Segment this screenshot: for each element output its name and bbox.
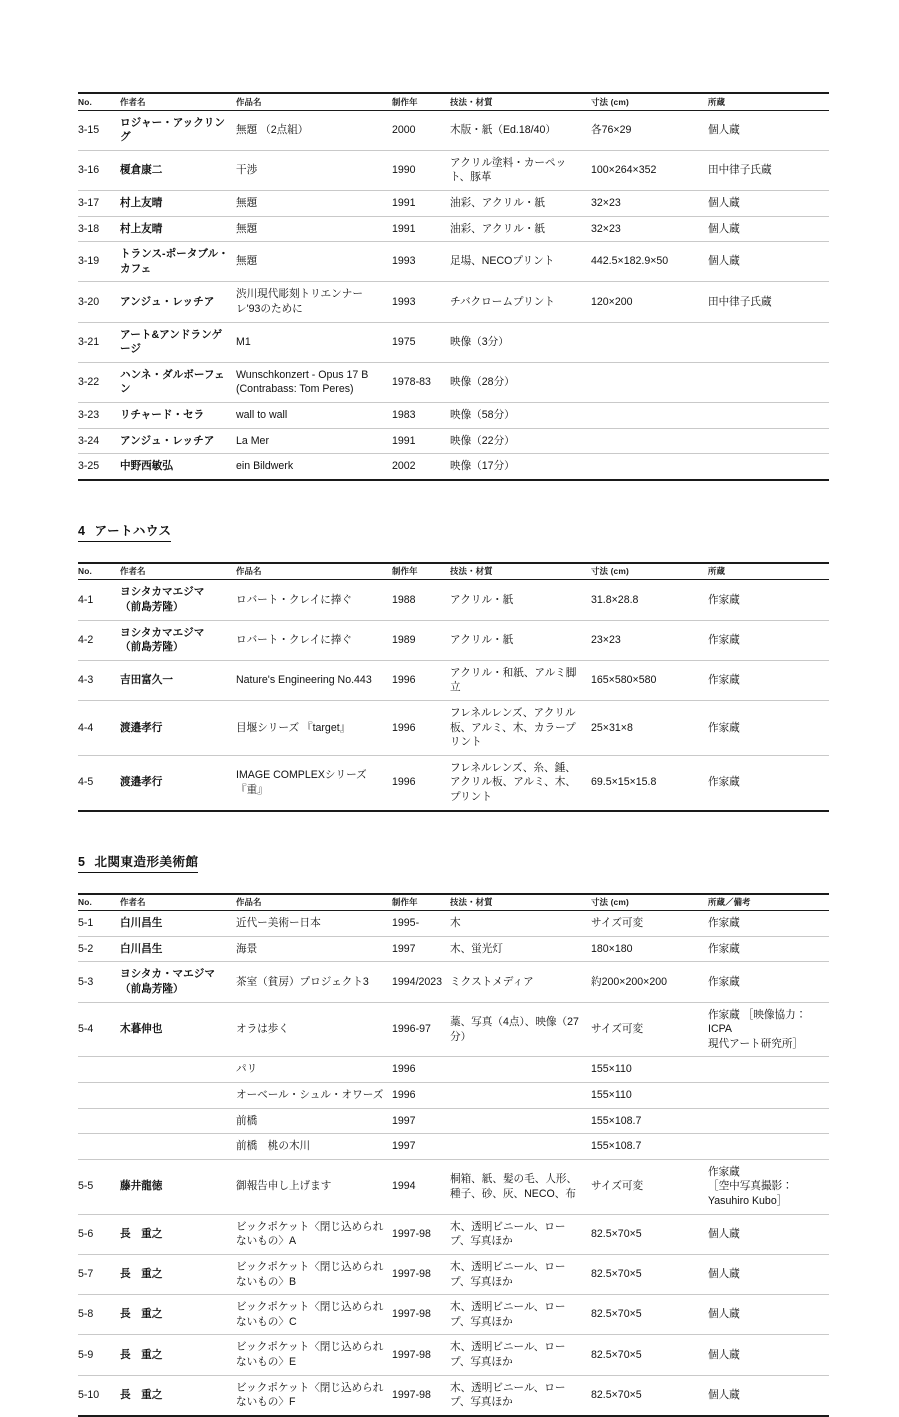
cell-title: 渋川現代彫刻トリエンナーレ'93のために [236,282,392,322]
cell-artist: ハンネ・ダルボーフェン [120,362,236,402]
cell-year: 1990 [392,150,450,190]
heading-spacer [78,873,829,893]
cell-title: M1 [236,322,392,362]
cell-year: 1997 [392,1134,450,1160]
table-row [78,755,829,810]
cell-media: 映像（22分） [450,428,591,454]
cell-year: 1996 [392,1083,450,1109]
cell-media: 木、透明ビニール、ロープ、写真ほか [450,1254,591,1294]
cell-owner [708,1057,829,1083]
section-title: アートハウス [94,523,172,538]
column-header-owner: 所蔵／備考 [708,894,829,911]
cell-artist: 渡邉孝行 [120,701,236,756]
cell-media [450,1108,591,1134]
cell-artist: 吉田富久一 [120,660,236,700]
section-number: 4 [78,523,86,538]
cell-size: 32×23 [591,216,708,242]
cell-artist: 藤井龍徳 [120,1159,236,1214]
table-row [78,620,829,660]
works-table [78,893,829,1417]
cell-no: 4-3 [78,660,120,700]
cell-title: ビックポケット〈閉じ込められないもの〉A [236,1214,392,1254]
cell-year: 1991 [392,190,450,216]
cell-no: 5-9 [78,1335,120,1375]
cell-year: 1996 [392,776,416,789]
cell-artist: 木暮伸也 [120,1002,236,1057]
cell-no: 4-1 [78,580,120,620]
cell-no: 3-20 [78,282,120,322]
section-number: 5 [78,854,86,869]
cell-year: 1988 [392,580,450,620]
cell-artist [120,1083,236,1109]
cell-media [450,1057,591,1083]
cell-no: 3-21 [78,322,120,362]
section-4 [78,521,829,812]
cell-year: 1997-98 [392,1254,450,1294]
cell-owner [708,1083,829,1109]
cell-size: 100×264×352 [591,150,708,190]
cell-title: IMAGE COMPLEXシリーズ 『重』 [236,769,367,796]
cell-size: 442.5×182.9×50 [591,242,708,282]
cell-title: Wunschkonzert - Opus 17 B (Contrabass: Tom Peres) [236,362,392,402]
cell-artist: 長 重之 [120,1335,236,1375]
table-row [78,660,829,700]
cell-size: 32×23 [591,190,708,216]
table-row [78,911,829,937]
cell-owner: 作家蔵 [708,660,829,700]
cell-owner: 個人蔵 [708,1295,829,1335]
column-header-year: 制作年 [392,894,450,911]
cell-artist: 白川昌生 [120,936,236,962]
cell-title: Nature's Engineering No.443 [236,660,392,700]
cell-artist [120,1108,236,1134]
column-header-title: 作品名 [236,563,392,580]
cell-media: 映像（28分） [450,362,591,402]
section-5 [78,852,829,1417]
cell-size: 155×110 [591,1057,708,1083]
cell-title: 目堰シリーズ 『target』 [236,701,392,756]
table-row [78,701,829,756]
cell-no: 3-22 [78,362,120,402]
cell-no: 3-19 [78,242,120,282]
cell-size: 155×110 [591,1083,708,1109]
cell-year: 1997-98 [392,1388,431,1401]
column-header-title: 作品名 [236,894,392,911]
cell-media: 油彩、アクリル・紙 [450,190,591,216]
cell-no: 4-2 [78,620,120,660]
cell-no: 3-17 [78,190,120,216]
cell-artist: 長 重之 [120,1254,236,1294]
cell-owner [708,322,829,362]
cell-year: 1993 [392,282,450,322]
cell-size [591,322,708,362]
table-row [78,110,829,150]
cell-size: 82.5×70×5 [591,1295,708,1335]
cell-artist: ヨシタカマエジマ （前島芳隆） [120,620,236,660]
cell-size: 82.5×70×5 [591,1335,708,1375]
cell-media: 映像（17分） [450,460,515,473]
cell-no: 3-16 [78,150,120,190]
cell-title: ein Bildwerk [236,460,294,473]
column-header-media: 技法・材質 [450,894,591,911]
cell-no: 5-4 [78,1002,120,1057]
cell-artist: 長 重之 [120,1295,236,1335]
cell-size: 23×23 [591,620,708,660]
cell-year: 1996-97 [392,1002,450,1057]
cell-year: 1996 [392,660,450,700]
cell-size: 180×180 [591,936,708,962]
table-row [78,1375,829,1416]
cell-size: 82.5×70×5 [591,1254,708,1294]
section-heading [78,852,198,873]
cell-title: 海景 [236,936,392,962]
cell-title: ビックポケット〈閉じ込められないもの〉F [236,1381,384,1409]
column-header-owner: 所蔵 [708,563,829,580]
cell-year: 1991 [392,428,450,454]
cell-title: オーベール・シュル・オワーズ [236,1083,392,1109]
cell-size: 約200×200×200 [591,962,708,1002]
cell-size: 25×31×8 [591,701,708,756]
cell-media: 木、透明ビニール、ロープ、写真ほか [450,1335,591,1375]
cell-media: ミクストメディア [450,962,591,1002]
column-header-no: No. [78,563,120,580]
cell-artist: アンジュ・レッチア [120,282,236,322]
cell-title: La Mer [236,428,392,454]
column-header-size: 寸法 (cm) [591,93,708,110]
cell-owner: 作家蔵 [708,962,829,1002]
cell-year: 1983 [392,403,450,429]
cell-size: 120×200 [591,282,708,322]
cell-title: 無題 [236,216,392,242]
cell-year: 1996 [392,701,450,756]
cell-no: 3-25 [78,460,100,473]
table-row [78,962,829,1002]
cell-owner: 田中律子氏蔵 [708,282,829,322]
cell-no: 3-18 [78,216,120,242]
sections-container [78,92,829,1417]
table-row [78,1108,829,1134]
cell-artist: 村上友晴 [120,190,236,216]
cell-size [591,403,708,429]
column-header-artist: 作者名 [120,563,236,580]
cell-owner: 個人蔵 [708,1335,829,1375]
cell-owner: 個人蔵 [708,190,829,216]
cell-owner: 個人蔵 [708,1214,829,1254]
cell-title: パリ [236,1057,392,1083]
cell-year: 2000 [392,110,450,150]
cell-title: 無題 [236,190,392,216]
cell-media: 藁、写真（4点）、映像（27分） [450,1002,591,1057]
cell-artist: 榎倉康二 [120,150,236,190]
table-row [78,282,829,322]
cell-no: 4-5 [78,776,94,789]
cell-year: 1994 [392,1159,450,1214]
cell-title: 干渉 [236,150,392,190]
cell-media: 桐箱、紙、髪の毛、人形、種子、砂、灰、NECO、布 [450,1159,591,1214]
cell-size [591,454,708,480]
cell-size: 165×580×580 [591,660,708,700]
column-header-media: 技法・材質 [450,93,591,110]
cell-owner: 作家蔵 [708,776,740,789]
cell-owner: 作家蔵 [708,580,829,620]
works-table [78,92,829,481]
table-header-row [78,894,829,911]
table-row [78,403,829,429]
column-header-artist: 作者名 [120,93,236,110]
cell-owner: 作家蔵 [708,911,829,937]
column-header-artist: 作者名 [120,894,236,911]
cell-no [78,1057,120,1083]
cell-media: アクリル・紙 [450,620,591,660]
cell-size: 82.5×70×5 [591,1214,708,1254]
cell-no: 5-7 [78,1254,120,1294]
table-header-row [78,93,829,110]
cell-no [78,1083,120,1109]
cell-media [450,1134,591,1160]
cell-year: 1997-98 [392,1335,450,1375]
cell-media: 映像（58分） [450,403,591,429]
table-row [78,216,829,242]
cell-size: 69.5×15×15.8 [591,776,657,789]
cell-artist: 中野西敏弘 [120,460,173,473]
cell-size [591,428,708,454]
column-header-title: 作品名 [236,93,392,110]
cell-size: 各76×29 [591,110,708,150]
cell-media: フレネルレンズ、アクリル板、アルミ、木、カラープリント [450,701,591,756]
cell-year: 1997-98 [392,1214,450,1254]
cell-year: 1975 [392,322,450,362]
cell-year: 1994/2023 [392,962,450,1002]
section-heading [78,521,171,542]
cell-year: 1989 [392,620,450,660]
column-header-size: 寸法 (cm) [591,894,708,911]
table-row [78,1002,829,1057]
cell-size: 82.5×70×5 [591,1388,642,1401]
cell-owner [708,454,829,480]
cell-no: 5-10 [78,1388,100,1401]
cell-artist: ヨシタカマエジマ （前島芳隆） [120,580,236,620]
cell-title: 無題 （2点組） [236,110,392,150]
column-header-no: No. [78,93,120,110]
cell-owner: 個人蔵 [708,1254,829,1294]
cell-artist: アンジュ・レッチア [120,428,236,454]
cell-owner [708,403,829,429]
cell-title: 近代ー美術ー日本 [236,911,392,937]
cell-no: 5-6 [78,1214,120,1254]
cell-no [78,1108,120,1134]
cell-owner: 作家蔵 [708,701,829,756]
column-header-media: 技法・材質 [450,563,591,580]
cell-size [591,362,708,402]
table-row [78,1134,829,1160]
cell-owner: 個人蔵 [708,110,829,150]
cell-artist: 渡邉孝行 [120,776,163,789]
table-row [78,1159,829,1214]
cell-owner [708,362,829,402]
cell-media: 木版・紙（Ed.18/40） [450,110,591,150]
column-header-year: 制作年 [392,93,450,110]
cell-media: 足場、NECOプリント [450,242,591,282]
cell-title: ビックポケット〈閉じ込められないもの〉E [236,1335,392,1375]
cell-media: 木、透明ビニール、ロープ、写真ほか [450,1214,591,1254]
cell-owner: 個人蔵 [708,1388,740,1401]
table-row [78,362,829,402]
heading-spacer [78,542,829,562]
cell-media: 映像（3分） [450,322,591,362]
cell-owner [708,1108,829,1134]
section-continued [78,92,829,481]
cell-no: 5-8 [78,1295,120,1335]
cell-media: 木、透明ビニール、ロープ、写真ほか [450,1295,591,1335]
cell-artist: ヨシタカ・マエジマ （前島芳隆） [120,962,236,1002]
cell-artist [120,1057,236,1083]
cell-title: オラは歩く [236,1002,392,1057]
cell-title: ロバート・クレイに捧ぐ [236,620,392,660]
cell-no: 4-4 [78,701,120,756]
cell-media: アクリル・紙 [450,580,591,620]
table-row [78,428,829,454]
table-row [78,1335,829,1375]
cell-owner: 作家蔵 ［映像協力：ICPA 現代アート研究所］ [708,1002,829,1057]
cell-media: 木、蛍光灯 [450,936,591,962]
cell-title: ロバート・クレイに捧ぐ [236,580,392,620]
works-table [78,562,829,812]
cell-artist: アート&アンドランゲージ [120,322,236,362]
cell-title: ビックポケット〈閉じ込められないもの〉B [236,1254,392,1294]
cell-year: 2002 [392,460,416,473]
cell-size: サイズ可変 [591,1002,708,1057]
cell-no: 3-23 [78,403,120,429]
table-row [78,454,829,480]
cell-owner: 作家蔵 [708,620,829,660]
cell-year: 1978-83 [392,362,450,402]
cell-media: 木、透明ビニール、ロープ、写真ほか [450,1381,566,1409]
cell-owner: 田中律子氏蔵 [708,150,829,190]
cell-title: 前橋 [236,1108,392,1134]
cell-owner: 個人蔵 [708,242,829,282]
cell-artist: ロジャー・アックリング [120,110,236,150]
cell-owner: 個人蔵 [708,216,829,242]
cell-title: 前橋 桃の木川 [236,1134,392,1160]
table-row [78,322,829,362]
cell-year: 1997 [392,936,450,962]
cell-media: チバクロームプリント [450,282,591,322]
table-row [78,1083,829,1109]
cell-no: 5-2 [78,936,120,962]
cell-size: サイズ可変 [591,1159,708,1214]
column-header-owner: 所蔵 [708,93,829,110]
cell-no: 3-24 [78,428,120,454]
cell-title: 御報告申し上げます [236,1159,392,1214]
cell-media: 油彩、アクリル・紙 [450,216,591,242]
cell-no: 5-1 [78,911,120,937]
cell-no: 3-15 [78,110,120,150]
cell-year: 1997 [392,1108,450,1134]
cell-title: 茶室（貧房）プロジェクト3 [236,962,392,1002]
cell-media: 木 [450,911,591,937]
cell-title: wall to wall [236,403,392,429]
cell-title: ビックポケット〈閉じ込められないもの〉C [236,1295,392,1335]
cell-size: 155×108.7 [591,1108,708,1134]
cell-artist: リチャード・セラ [120,403,236,429]
cell-year: 1995- [392,911,450,937]
table-row [78,242,829,282]
cell-artist [120,1134,236,1160]
column-header-no: No. [78,894,120,911]
cell-media: アクリル・和紙、アルミ脚立 [450,660,591,700]
cell-owner: 作家蔵 [708,936,829,962]
cell-artist: 長 重之 [120,1388,163,1401]
table-row [78,1295,829,1335]
cell-no: 5-5 [78,1159,120,1214]
cell-no: 5-3 [78,962,120,1002]
cell-year: 1996 [392,1057,450,1083]
column-header-year: 制作年 [392,563,450,580]
cell-media: フレネルレンズ、糸、錘、アクリル板、アルミ、木、プリント [450,761,576,804]
cell-artist: 村上友晴 [120,216,236,242]
cell-size: サイズ可変 [591,911,708,937]
table-row [78,1057,829,1083]
cell-no [78,1134,120,1160]
cell-title: 無題 [236,242,392,282]
table-header-row [78,563,829,580]
table-row [78,190,829,216]
cell-media: アクリル塗料・カーペット、豚革 [450,150,591,190]
cell-media [450,1083,591,1109]
column-header-size: 寸法 (cm) [591,563,708,580]
table-row [78,580,829,620]
cell-size: 155×108.7 [591,1134,708,1160]
cell-year: 1991 [392,216,450,242]
table-row [78,1254,829,1294]
cell-artist: 白川昌生 [120,911,236,937]
cell-owner: 作家蔵 ［空中写真撮影：Yasuhiro Kubo］ [708,1159,829,1214]
cell-owner [708,428,829,454]
cell-owner [708,1134,829,1160]
cell-artist: トランス-ポータブル・カフェ [120,242,236,282]
cell-size: 31.8×28.8 [591,580,708,620]
table-row [78,1214,829,1254]
section-title: 北関東造形美術館 [94,854,199,869]
cell-year: 1997-98 [392,1295,450,1335]
cell-artist: 長 重之 [120,1214,236,1254]
cell-year: 1993 [392,242,450,282]
table-row [78,150,829,190]
table-row [78,936,829,962]
